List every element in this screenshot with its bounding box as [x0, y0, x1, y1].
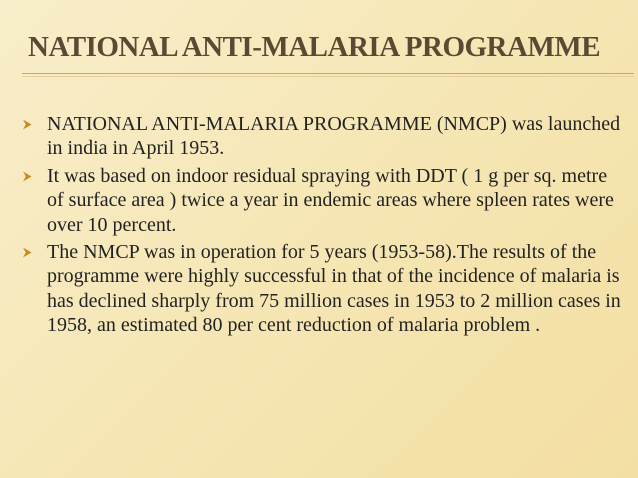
- bullet-text: The NMCP was in operation for 5 years (1953-58).The results of the programme were highly successful in that of the incidence of malaria is has declined sharply from 75 million cases in 1953 to 2 million cases in 1958, an estimated 80 per cent reduction of malaria problem .: [47, 241, 621, 337]
- bullet-item: [22, 240, 622, 338]
- bullet-item: [22, 112, 622, 161]
- bullet-text: It was based on indoor residual spraying with DDT ( 1 g per sq. metre of surface area ) twice a year in endemic areas where spleen rates were over 10 percent.: [47, 164, 614, 236]
- title-divider-secondary: [22, 76, 634, 77]
- arrowhead-bullet-icon: [22, 247, 32, 258]
- arrowhead-bullet-icon: [22, 119, 32, 130]
- title-divider: [22, 73, 634, 74]
- bullet-item: [22, 164, 622, 237]
- arrowhead-bullet-icon: [22, 171, 32, 182]
- bullet-list: [22, 112, 622, 341]
- slide-title: NATIONAL ANTI-MALARIA PROGRAMME: [28, 31, 601, 63]
- bullet-text: NATIONAL ANTI-MALARIA PROGRAMME (NMCP) was launched in india in April 1953.: [47, 113, 621, 160]
